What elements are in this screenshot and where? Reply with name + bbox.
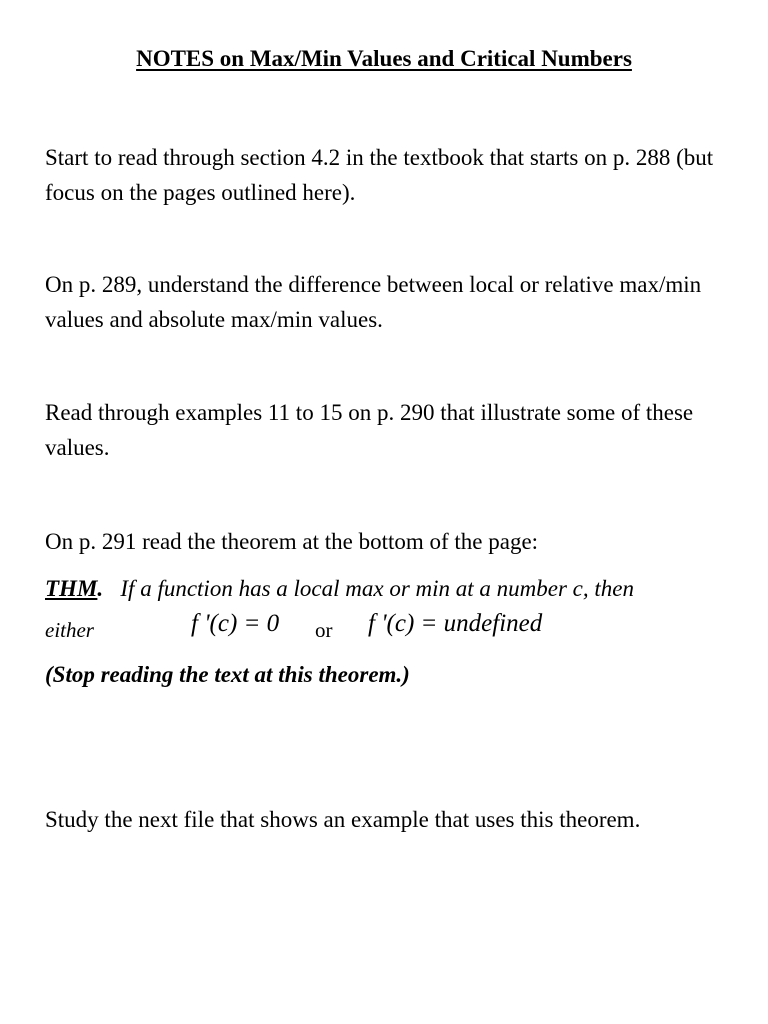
or-word: or [315, 618, 333, 642]
stop-reading-note: (Stop reading the text at this theorem.) [45, 662, 410, 687]
theorem-statement [45, 571, 745, 606]
equation-derivative-undefined: f '(c) = undefined [368, 610, 543, 637]
theorem-label: THM [45, 576, 98, 601]
theorem-equations [45, 610, 745, 646]
page-title: NOTES on Max/Min Values and Critical Numbers [136, 46, 632, 71]
paragraph-examples: Read through examples 11 to 15 on p. 290 that illustrate some of these values. [45, 400, 694, 460]
either-word: either [45, 618, 94, 642]
paragraph-local-vs-absolute: On p. 289, understand the difference between local or relative max/min values and absolute max/min values. [45, 272, 702, 332]
paragraph-read-section: Start to read through section 4.2 in the textbook that starts on p. 288 (but focus on the pages outlined here). [45, 145, 714, 205]
theorem-label-dot: . [97, 576, 104, 601]
paragraph-theorem-intro: On p. 291 read the theorem at the bottom of the page: [45, 529, 539, 554]
paragraph-closing: Study the next file that shows an example that uses this theorem. [45, 807, 641, 832]
equation-derivative-zero: f '(c) = 0 [191, 610, 280, 637]
theorem-text: If a function has a local max or min at a number c, then [120, 576, 634, 601]
